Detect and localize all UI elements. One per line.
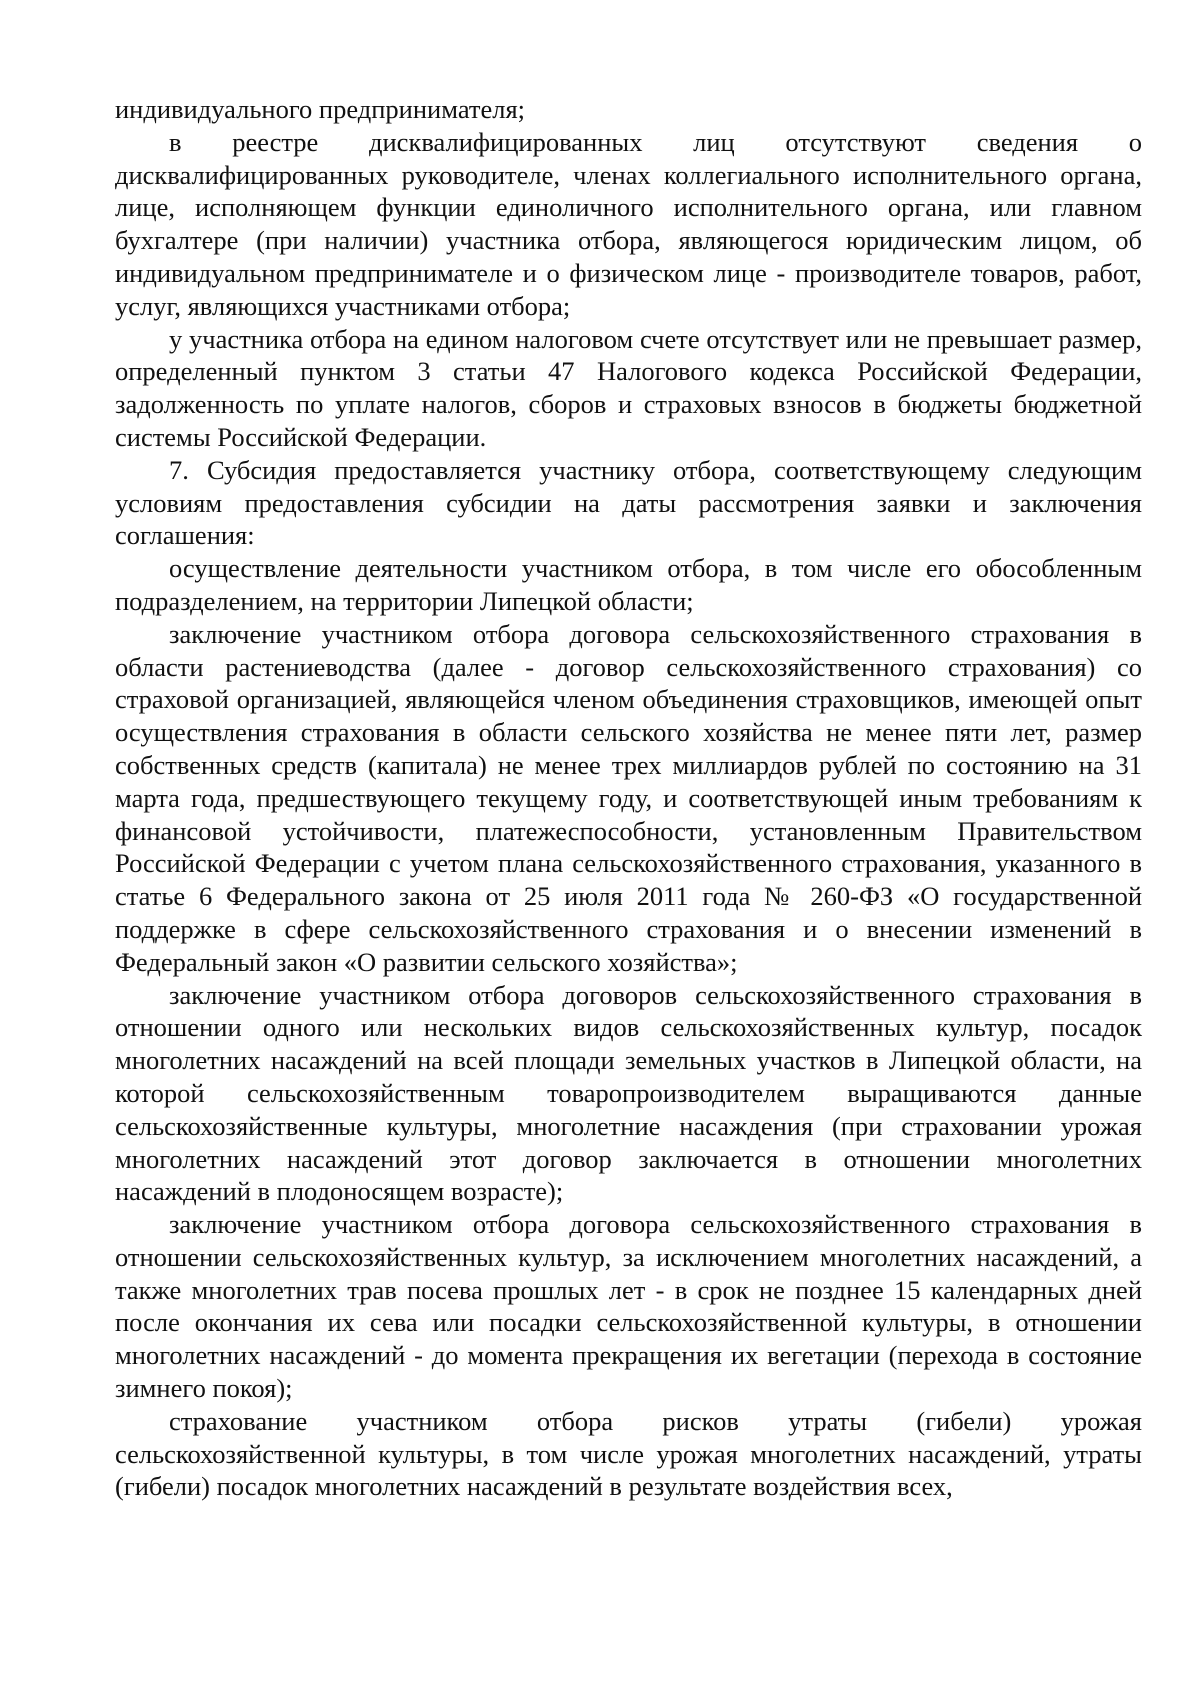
- paragraph-insurance-contracts-area: заключение участником отбора договоров сельскохозяйственного страхования в отношении одного или нескольких видов сельскохозяйственных культур, посадок многолетних насаждений на всей площади земельных участков в Липецкой области, на которой сельскохозяйственным товаропроизводителем выращиваются данные сельскохозяйственные культуры, многолетние насаждения (при страховании урожая многолетних насаждений этот договор заключается в отношении многолетних насаждений в плодоносящем возрасте);: [115, 979, 1142, 1207]
- paragraph-insurance-deadline: заключение участником отбора договора сельскохозяйственного страхования в отношении сельскохозяйственных культур, за исключением многолетних насаждений, а также многолетних трав посева прошлых лет - в срок не позднее 15 календарных дней после окончания их сева или посадки сельскохозяйственной культуры, в отношении многолетних насаждений - до момента прекращения их вегетации (перехода в состояние зимнего покоя);: [115, 1209, 1142, 1404]
- paragraph-risk-insurance: страхование участником отбора рисков утраты (гибели) урожая сельскохозяйственной культуры, в том числе урожая многолетних насаждений, утраты (гибели) посадок многолетних насаждений в результате воздействия всех,: [115, 1405, 1142, 1502]
- paragraph-activity-territory: осуществление деятельности участником отбора, в том числе его обособленным подразделением, на территории Липецкой области;: [115, 553, 1142, 616]
- paragraph-continuation: индивидуального предпринимателя;: [115, 94, 526, 124]
- paragraph-insurance-contract: заключение участником отбора договора сельскохозяйственного страхования в области растениеводства (далее - договор сельскохозяйственного страхования) со страховой организацией, являющейся членом объединения страховщиков, имеющей опыт осуществления страхования в области сельского хозяйства не менее пяти лет, размер собственных средств (капитала) не менее трех миллиардов рублей по состоянию на 31 марта года, предшествующего текущему году, и соответствующей иным требованиям к финансовой устойчивости, платежеспособности, установленным Правительством Российской Федерации с учетом плана сельскохозяйственного страхования, указанного в статье 6 Федерального закона от 25 июля 2011 года № 260-ФЗ «О государственной поддержке в сфере сельскохозяйственного страхования и о внесении изменений в Федеральный закон «О развитии сельского хозяйства»;: [115, 618, 1142, 977]
- paragraph-tax-debt: у участника отбора на едином налоговом счете отсутствует или не превышает размер, определенный пунктом 3 статьи 47 Налогового кодекса Российской Федерации, задолженность по уплате налогов, сборов и страховых взносов в бюджеты бюджетной системы Российской Федерации.: [115, 323, 1142, 452]
- paragraph-disqualified-registry: в реестре дисквалифицированных лиц отсутствуют сведения о дисквалифицированных руководителе, членах коллегиального исполнительного органа, лице, исполняющем функции единоличного исполнительного органа, или главном бухгалтере (при наличии) участника отбора, являющегося юридическим лицом, об индивидуальном предпринимателе и о физическом лице - производителе товаров, работ, услуг, являющихся участниками отбора;: [115, 126, 1142, 321]
- paragraph-section-7: 7. Субсидия предоставляется участнику отбора, соответствующему следующим условиям предоставления субсидии на даты рассмотрения заявки и заключения соглашения:: [115, 454, 1142, 551]
- document-page: [115, 93, 1142, 1503]
